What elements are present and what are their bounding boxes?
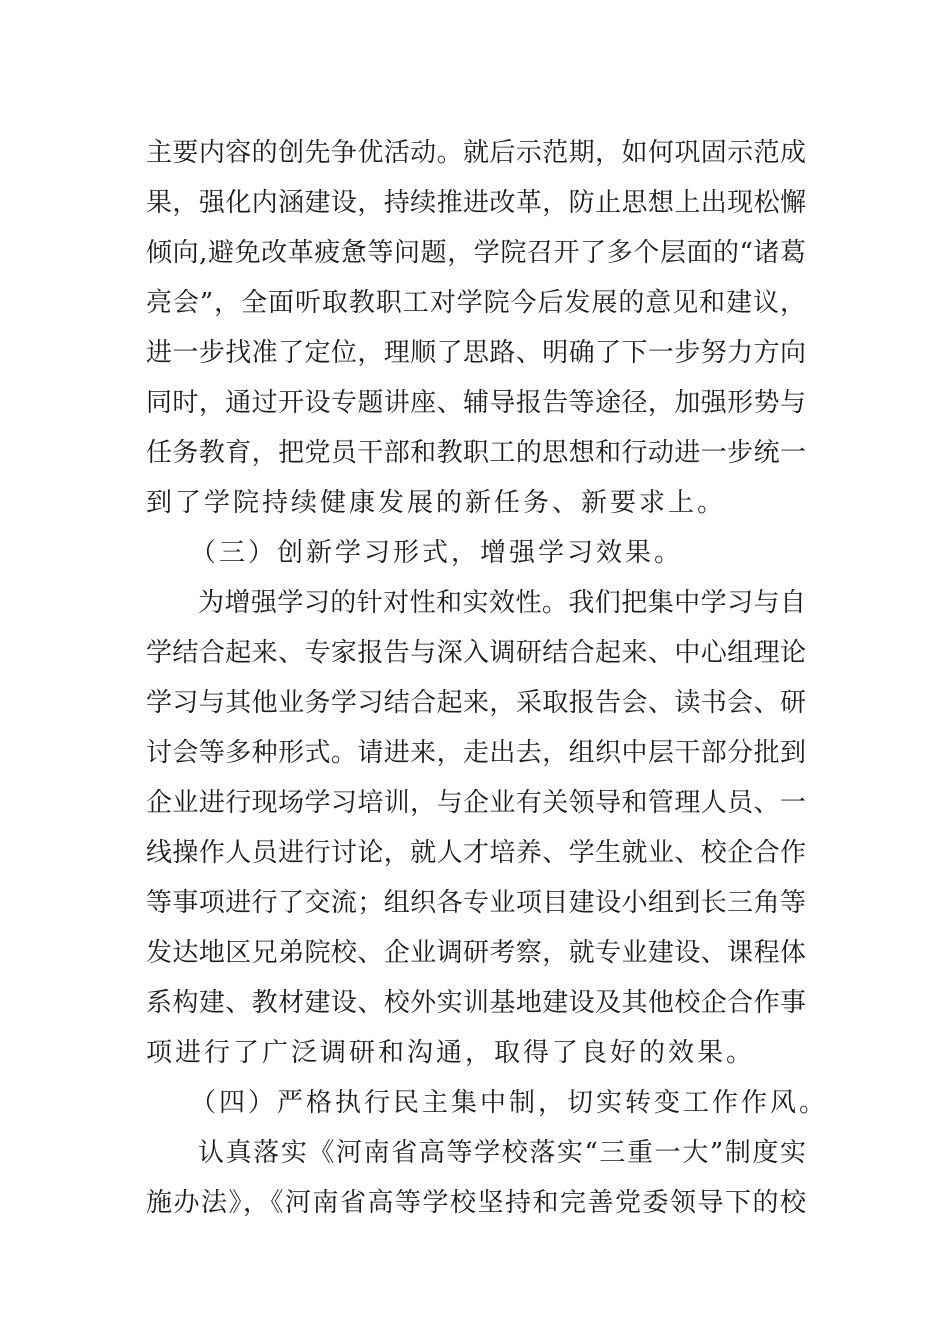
section-heading: （四）严格执行民主集中制，切实转变工作作风。 xyxy=(190,1088,829,1118)
body-text-line: 施办法》，《河南省高等学校坚持和完善党委领导下的校 xyxy=(146,1188,806,1218)
body-text-line: 倾向,避免改革疲惫等问题，学院召开了多个层面的“诸葛 xyxy=(146,238,806,268)
body-text-line: 线操作人员进行讨论，就人才培养、学生就业、校企合作 xyxy=(146,838,806,868)
body-text-line: 同时，通过开设专题讲座、辅导报告等途径，加强形势与 xyxy=(146,388,806,418)
body-text-line: 到了学院持续健康发展的新任务、新要求上。 xyxy=(146,488,727,518)
body-text-line: 任务教育，把党员干部和教职工的思想和行动进一步统一 xyxy=(146,438,806,468)
body-text-line: 系构建、教材建设、校外实训基地建设及其他校企合作事 xyxy=(146,988,806,1018)
body-text-line: 讨会等多种形式。请进来，走出去，组织中层干部分批到 xyxy=(146,738,806,768)
body-text-line: 学结合起来、专家报告与深入调研结合起来、中心组理论 xyxy=(146,638,806,668)
body-text-line: 为增强学习的针对性和实效性。我们把集中学习与自 xyxy=(198,588,806,618)
section-heading: （三）创新学习形式，增强学习效果。 xyxy=(190,538,684,568)
body-text-line: 项进行了广泛调研和沟通，取得了良好的效果。 xyxy=(146,1038,756,1068)
body-text-line: 亮会”，全面听取教职工对学院今后发展的意见和建议， xyxy=(146,288,806,318)
body-text-line: 等事项进行了交流；组织各专业项目建设小组到长三角等 xyxy=(146,888,806,918)
body-text-line: 学习与其他业务学习结合起来，采取报告会、读书会、研 xyxy=(146,688,806,718)
body-text-line: 认真落实《河南省高等学校落实“三重一大”制度实 xyxy=(198,1138,806,1168)
body-text-line: 发达地区兄弟院校、企业调研考察，就专业建设、课程体 xyxy=(146,938,806,968)
body-text-line: 企业进行现场学习培训，与企业有关领导和管理人员、一 xyxy=(146,788,806,818)
body-text-line: 主要内容的创先争优活动。就后示范期，如何巩固示范成 xyxy=(146,138,806,168)
body-text-line: 进一步找准了定位，理顺了思路、明确了下一步努力方向 xyxy=(146,338,806,368)
body-text-line: 果，强化内涵建设，持续推进改革，防止思想上出现松懈 xyxy=(146,188,806,218)
